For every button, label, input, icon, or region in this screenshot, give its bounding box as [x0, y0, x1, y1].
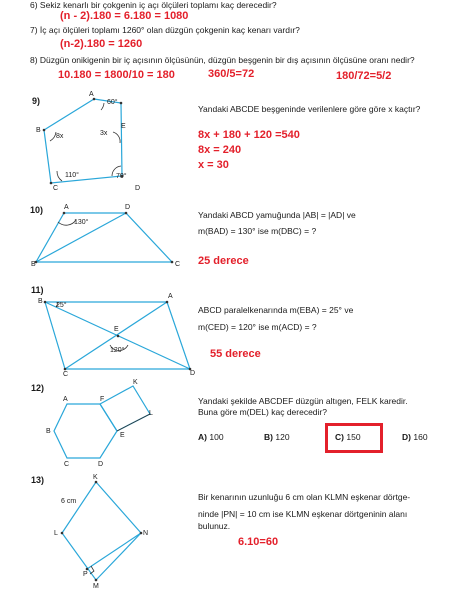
- q10-label-a: A: [64, 204, 69, 211]
- question-12-line-1: Yandaki şekilde ABCDEF düzgün altıgen, FELK karedir.: [198, 396, 408, 406]
- question-8-text: 8) Düzgün onikigenin bir iç açısının ölçüsünün, düzgün beşgenin bir dış açısının ölçüsüne oranı nedir?: [30, 55, 415, 65]
- q13-label-m: M: [93, 583, 99, 590]
- question-8-answer-1: 10.180 = 1800/10 = 180: [58, 69, 175, 81]
- question-9-text: Yandaki ABCDE beşgeninde verilenlere göre göre x kaçtır?: [198, 104, 421, 114]
- q9-angle-70: 70°: [116, 173, 127, 180]
- q10-label-c: C: [175, 261, 181, 268]
- question-13-number: 13): [31, 475, 45, 485]
- question-10-number: 10): [30, 205, 44, 215]
- question-11-line-2: m(CED) = 120° ise m(ACD) = ?: [198, 322, 317, 332]
- q11-label-c: C: [63, 371, 69, 378]
- q9-angle-110: 110°: [65, 172, 79, 179]
- q11-label-b: B: [38, 298, 43, 305]
- q12-label-c: C: [64, 461, 70, 468]
- q10-label-d: D: [125, 204, 131, 211]
- q9-angle-8x: 8x: [56, 133, 64, 140]
- q9-label-d: D: [135, 185, 141, 192]
- q13-label-k: K: [93, 474, 98, 481]
- question-13-line-2: ninde |PN| = 10 cm ise KLMN eşkenar dörtgeninin alanı: [198, 509, 408, 519]
- question-6-answer: (n - 2).180 = 6.180 = 1080: [60, 10, 189, 22]
- question-9-work-2: 8x = 240: [198, 144, 242, 156]
- q11-angle-120: 120°: [110, 347, 125, 354]
- question-9-number: 9): [32, 96, 41, 106]
- question-9-work-1: 8x + 180 + 120 =540: [198, 129, 300, 141]
- q12-label-e: E: [120, 432, 125, 439]
- q9-angle-3x: 3x: [100, 130, 108, 137]
- q12-label-d: D: [98, 461, 104, 468]
- question-10-line-1: Yandaki ABCD yamuğunda |AB| = |AD| ve: [198, 210, 356, 220]
- q12-label-a: A: [63, 396, 68, 403]
- question-10-line-2: m(BAD) = 130° ise m(DBC) = ?: [198, 226, 317, 236]
- question-11-number: 11): [31, 285, 44, 295]
- question-10-answer: 25 derece: [198, 255, 249, 267]
- question-8-answer-3: 180/72=5/2: [336, 70, 392, 82]
- question-11-line-1: ABCD paralelkenarında m(EBA) = 25° ve: [198, 305, 354, 315]
- q9-angle-60: 60°: [107, 99, 118, 106]
- question-7-answer: (n-2).180 = 1260: [60, 38, 143, 50]
- q13-label-n: N: [143, 530, 149, 537]
- q9-label-b: B: [36, 127, 41, 134]
- question-13-answer: 6.10=60: [238, 536, 279, 548]
- question-13-line-3: bulunuz.: [198, 521, 231, 531]
- question-7-text: 7) İç açı ölçüleri toplamı 1260° olan düzgün çokgenin kaç kenarı vardır?: [30, 25, 300, 35]
- q12-label-k: K: [133, 379, 138, 386]
- q11-angle-25: 25°: [56, 302, 67, 309]
- q9-label-c: C: [53, 185, 59, 192]
- q12-label-l: L: [149, 410, 153, 417]
- q12-label-b: B: [46, 428, 51, 435]
- q11-label-d: D: [190, 370, 196, 377]
- question-12-number: 12): [31, 383, 45, 393]
- q13-label-p: P: [83, 571, 88, 578]
- question-11-answer: 55 derece: [210, 348, 261, 360]
- q9-label-a: A: [89, 91, 94, 98]
- q10-label-b: B: [31, 261, 36, 268]
- q13-label-l: L: [54, 530, 58, 537]
- option-b[interactable]: B) 120: [264, 432, 290, 442]
- option-a[interactable]: A) 100: [198, 432, 224, 442]
- option-d[interactable]: D) 160: [402, 432, 428, 442]
- q9-label-e: E: [121, 123, 126, 130]
- question-9-work-3: x = 30: [198, 159, 229, 171]
- q12-label-f: F: [100, 396, 105, 403]
- question-12-line-2: Buna göre m(DEL) kaç derecedir?: [198, 407, 327, 417]
- question-8-answer-2: 360/5=72: [208, 68, 255, 80]
- option-c[interactable]: C) 150: [335, 432, 361, 442]
- q10-angle-130: 130°: [74, 219, 89, 226]
- q13-six-cm: 6 cm: [61, 498, 77, 505]
- q11-label-e: E: [114, 326, 119, 333]
- question-13-line-1: Bir kenarının uzunluğu 6 cm olan KLMN eşkenar dörtge-: [198, 492, 411, 502]
- question-6-text: 6) Sekiz kenarlı bir çokgenin iç açı ölçüleri toplamı kaç derecedir?: [30, 0, 277, 10]
- q11-label-a: A: [168, 293, 173, 300]
